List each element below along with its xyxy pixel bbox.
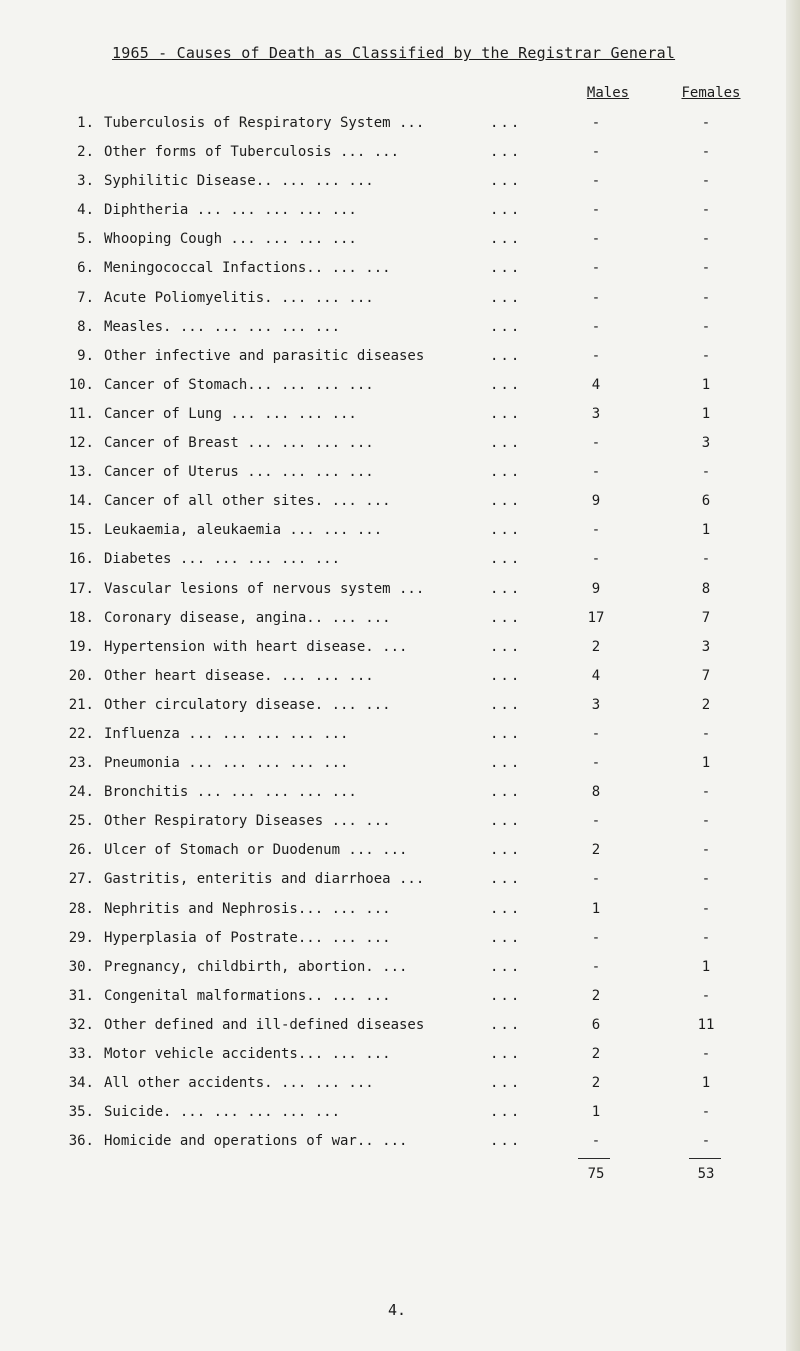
leader-dots: ... <box>490 522 522 539</box>
table-row <box>0 372 800 401</box>
females-count: 1 <box>701 755 711 772</box>
row-number: 16. <box>68 551 94 568</box>
males-count: 1 <box>591 900 601 917</box>
row-number: 26. <box>68 842 94 859</box>
males-count: - <box>591 551 601 568</box>
row-number: 18. <box>68 609 94 626</box>
leader-dots: ... <box>490 638 522 655</box>
row-number: 34. <box>68 1075 94 1092</box>
cause-label: Diphtheria ... ... ... ... ... <box>104 202 357 219</box>
leader-dots: ... <box>490 347 522 364</box>
cause-label: All other accidents. ... ... ... <box>104 1075 374 1092</box>
males-count: 4 <box>591 667 601 684</box>
cause-label: Tuberculosis of Respiratory System ... <box>104 115 425 131</box>
table-row <box>0 663 800 692</box>
cause-label: Gastritis, enteritis and diarrhoea ... <box>104 871 425 888</box>
table-row <box>0 343 800 372</box>
row-number: 14. <box>68 493 94 510</box>
leader-dots: ... <box>490 696 522 713</box>
females-count: - <box>701 900 711 917</box>
row-number: 24. <box>68 784 94 801</box>
cause-label: Leukaemia, aleukaemia ... ... ... <box>104 522 383 539</box>
males-count: - <box>591 173 601 190</box>
cause-label: Other forms of Tuberculosis ... ... <box>104 144 400 161</box>
row-number: 13. <box>68 464 94 481</box>
males-count: - <box>591 347 601 364</box>
cause-label: Whooping Cough ... ... ... ... <box>104 231 357 248</box>
row-number: 20. <box>68 667 94 684</box>
females-count: - <box>701 231 711 248</box>
cause-label: Hypertension with heart disease. ... <box>104 638 408 655</box>
males-count: - <box>591 522 601 539</box>
leader-dots: ... <box>490 755 522 772</box>
leader-dots: ... <box>490 900 522 917</box>
leader-dots: ... <box>490 115 522 131</box>
cause-label: Other infective and parasitic diseases <box>104 347 425 364</box>
cause-label: Nephritis and Nephrosis... ... ... <box>104 900 391 917</box>
leader-dots: ... <box>490 725 522 742</box>
row-number: 28. <box>68 900 94 917</box>
table-row <box>0 168 800 197</box>
row-number: 12. <box>68 435 94 452</box>
males-count: 9 <box>591 493 601 510</box>
row-number: 2. <box>77 144 94 161</box>
row-number: 5. <box>77 231 94 248</box>
females-count: - <box>701 1046 711 1062</box>
females-count: - <box>701 784 711 801</box>
males-count: - <box>591 115 601 131</box>
males-count: - <box>591 755 601 772</box>
leader-dots: ... <box>490 376 522 393</box>
table-row <box>0 1041 800 1070</box>
males-count: 3 <box>591 696 601 713</box>
row-number: 22. <box>68 725 94 742</box>
females-count: 2 <box>701 696 711 713</box>
row-number: 19. <box>68 638 94 655</box>
males-count: 8 <box>591 784 601 801</box>
leader-dots: ... <box>490 202 522 219</box>
leader-dots: ... <box>490 435 522 452</box>
table-row <box>0 285 800 314</box>
males-count: - <box>591 813 601 830</box>
females-count: - <box>701 871 711 888</box>
leader-dots: ... <box>490 1016 522 1033</box>
males-count: - <box>591 435 601 452</box>
females-count: - <box>701 173 711 190</box>
leader-dots: ... <box>490 144 522 161</box>
males-count: 9 <box>591 580 601 597</box>
females-count: - <box>701 987 711 1004</box>
table-row <box>0 750 800 779</box>
table-row <box>0 110 800 139</box>
females-count: 7 <box>701 667 711 684</box>
table-row <box>0 517 800 546</box>
females-count: - <box>701 842 711 859</box>
females-count: - <box>701 260 711 277</box>
leader-dots: ... <box>490 318 522 335</box>
leader-dots: ... <box>490 813 522 830</box>
cause-label: Pneumonia ... ... ... ... ... <box>104 755 349 772</box>
females-count: - <box>701 144 711 161</box>
table-row <box>0 459 800 488</box>
cause-label: Other defined and ill-defined diseases <box>104 1016 425 1033</box>
cause-label: Motor vehicle accidents... ... ... <box>104 1046 391 1062</box>
leader-dots: ... <box>490 842 522 859</box>
females-count: - <box>701 289 711 306</box>
leader-dots: ... <box>490 958 522 975</box>
females-count: - <box>701 551 711 568</box>
females-count: 1 <box>701 522 711 539</box>
table-row <box>0 837 800 866</box>
females-count: - <box>701 347 711 364</box>
table-row <box>0 1128 800 1157</box>
females-count: - <box>701 1104 711 1121</box>
table-row <box>0 401 800 430</box>
females-count: - <box>701 202 711 219</box>
males-count: 2 <box>591 987 601 1004</box>
males-count: 6 <box>591 1016 601 1033</box>
females-count: - <box>701 464 711 481</box>
females-column-header: Females <box>681 85 741 101</box>
leader-dots: ... <box>490 784 522 801</box>
table-row <box>0 896 800 925</box>
cause-label: Diabetes ... ... ... ... ... <box>104 551 341 568</box>
males-count: - <box>591 144 601 161</box>
females-total-rule <box>689 1158 721 1159</box>
females-count: - <box>701 813 711 830</box>
cause-label: Pregnancy, childbirth, abortion. ... <box>104 958 408 975</box>
cause-label: Other heart disease. ... ... ... <box>104 667 374 684</box>
males-count: - <box>591 464 601 481</box>
females-count: 3 <box>701 638 711 655</box>
leader-dots: ... <box>490 493 522 510</box>
males-count: - <box>591 871 601 888</box>
table-row <box>0 488 800 517</box>
females-count: 8 <box>701 580 711 597</box>
males-count: 2 <box>591 842 601 859</box>
table-row <box>0 139 800 168</box>
table-row <box>0 721 800 750</box>
row-number: 15. <box>68 522 94 539</box>
cause-label: Suicide. ... ... ... ... ... <box>104 1104 341 1121</box>
females-count: - <box>701 725 711 742</box>
cause-label: Ulcer of Stomach or Duodenum ... ... <box>104 842 408 859</box>
females-count: 6 <box>701 493 711 510</box>
leader-dots: ... <box>490 580 522 597</box>
table-row <box>0 430 800 459</box>
cause-label: Bronchitis ... ... ... ... ... <box>104 784 357 801</box>
table-row <box>0 1070 800 1099</box>
males-count: - <box>591 231 601 248</box>
table-row <box>0 808 800 837</box>
males-total: 75 <box>587 1166 605 1182</box>
females-count: 7 <box>701 609 711 626</box>
table-row <box>0 983 800 1012</box>
males-count: - <box>591 289 601 306</box>
table-row <box>0 576 800 605</box>
males-total-rule <box>578 1158 610 1159</box>
leader-dots: ... <box>490 1046 522 1062</box>
table-row <box>0 634 800 663</box>
leader-dots: ... <box>490 1075 522 1092</box>
females-count: - <box>701 929 711 946</box>
leader-dots: ... <box>490 260 522 277</box>
males-count: - <box>591 1133 601 1150</box>
cause-label: Syphilitic Disease.. ... ... ... <box>104 173 374 190</box>
table-row <box>0 605 800 634</box>
table-row <box>0 314 800 343</box>
females-count: 1 <box>701 1075 711 1092</box>
row-number: 4. <box>77 202 94 219</box>
males-count: 2 <box>591 1046 601 1062</box>
cause-label: Cancer of Stomach... ... ... ... <box>104 376 374 393</box>
males-count: 3 <box>591 405 601 422</box>
leader-dots: ... <box>490 551 522 568</box>
females-count: 3 <box>701 435 711 452</box>
causes-table <box>0 110 800 1157</box>
row-number: 10. <box>68 376 94 393</box>
cause-label: Vascular lesions of nervous system ... <box>104 580 425 597</box>
cause-label: Measles. ... ... ... ... ... <box>104 318 341 335</box>
females-count: - <box>701 318 711 335</box>
males-count: - <box>591 318 601 335</box>
females-count: 1 <box>701 405 711 422</box>
cause-label: Meningococcal Infactions.. ... ... <box>104 260 391 277</box>
females-count: - <box>701 115 711 131</box>
males-count: - <box>591 260 601 277</box>
leader-dots: ... <box>490 231 522 248</box>
females-count: 1 <box>701 376 711 393</box>
cause-label: Other circulatory disease. ... ... <box>104 696 391 713</box>
cause-label: Influenza ... ... ... ... ... <box>104 725 349 742</box>
cause-label: Congenital malformations.. ... ... <box>104 987 391 1004</box>
females-count: 1 <box>701 958 711 975</box>
males-count: 1 <box>591 1104 601 1121</box>
row-number: 17. <box>68 580 94 597</box>
page-number: 4. <box>388 1301 407 1319</box>
leader-dots: ... <box>490 173 522 190</box>
table-row <box>0 197 800 226</box>
males-count: 4 <box>591 376 601 393</box>
leader-dots: ... <box>490 289 522 306</box>
leader-dots: ... <box>490 667 522 684</box>
males-count: - <box>591 725 601 742</box>
females-total: 53 <box>697 1166 715 1182</box>
leader-dots: ... <box>490 929 522 946</box>
table-row <box>0 692 800 721</box>
row-number: 29. <box>68 929 94 946</box>
row-number: 30. <box>68 958 94 975</box>
leader-dots: ... <box>490 1133 522 1150</box>
leader-dots: ... <box>490 405 522 422</box>
row-number: 27. <box>68 871 94 888</box>
males-count: 2 <box>591 1075 601 1092</box>
table-row <box>0 255 800 284</box>
row-number: 9. <box>77 347 94 364</box>
leader-dots: ... <box>490 609 522 626</box>
males-count: 2 <box>591 638 601 655</box>
cause-label: Coronary disease, angina.. ... ... <box>104 609 391 626</box>
table-row <box>0 546 800 575</box>
males-column-header: Males <box>586 85 630 101</box>
cause-label: Hyperplasia of Postrate... ... ... <box>104 929 391 946</box>
row-number: 31. <box>68 987 94 1004</box>
females-count: - <box>701 1133 711 1150</box>
table-row <box>0 226 800 255</box>
row-number: 32. <box>68 1016 94 1033</box>
cause-label: Cancer of all other sites. ... ... <box>104 493 391 510</box>
males-count: 17 <box>587 609 605 626</box>
cause-label: Cancer of Uterus ... ... ... ... <box>104 464 374 481</box>
males-count: - <box>591 958 601 975</box>
table-row <box>0 1099 800 1128</box>
table-row <box>0 925 800 954</box>
row-number: 6. <box>77 260 94 277</box>
cause-label: Other Respiratory Diseases ... ... <box>104 813 391 830</box>
cause-label: Cancer of Lung ... ... ... ... <box>104 405 357 422</box>
row-number: 23. <box>68 755 94 772</box>
leader-dots: ... <box>490 871 522 888</box>
table-row <box>0 779 800 808</box>
cause-label: Cancer of Breast ... ... ... ... <box>104 435 374 452</box>
row-number: 11. <box>68 405 94 422</box>
row-number: 8. <box>77 318 94 335</box>
males-count: - <box>591 202 601 219</box>
row-number: 21. <box>68 696 94 713</box>
leader-dots: ... <box>490 987 522 1004</box>
row-number: 33. <box>68 1046 94 1062</box>
females-count: 11 <box>697 1016 715 1033</box>
row-number: 35. <box>68 1104 94 1121</box>
row-number: 7. <box>77 289 94 306</box>
cause-label: Acute Poliomyelitis. ... ... ... <box>104 289 374 306</box>
leader-dots: ... <box>490 464 522 481</box>
row-number: 3. <box>77 173 94 190</box>
table-row <box>0 866 800 895</box>
males-count: - <box>591 929 601 946</box>
page-title: 1965 - Causes of Death as Classified by the Registrar General <box>112 44 676 62</box>
table-row <box>0 1012 800 1041</box>
row-number: 25. <box>68 813 94 830</box>
row-number: 1. <box>77 115 94 131</box>
row-number: 36. <box>68 1133 94 1150</box>
table-row <box>0 954 800 983</box>
cause-label: Homicide and operations of war.. ... <box>104 1133 408 1150</box>
leader-dots: ... <box>490 1104 522 1121</box>
